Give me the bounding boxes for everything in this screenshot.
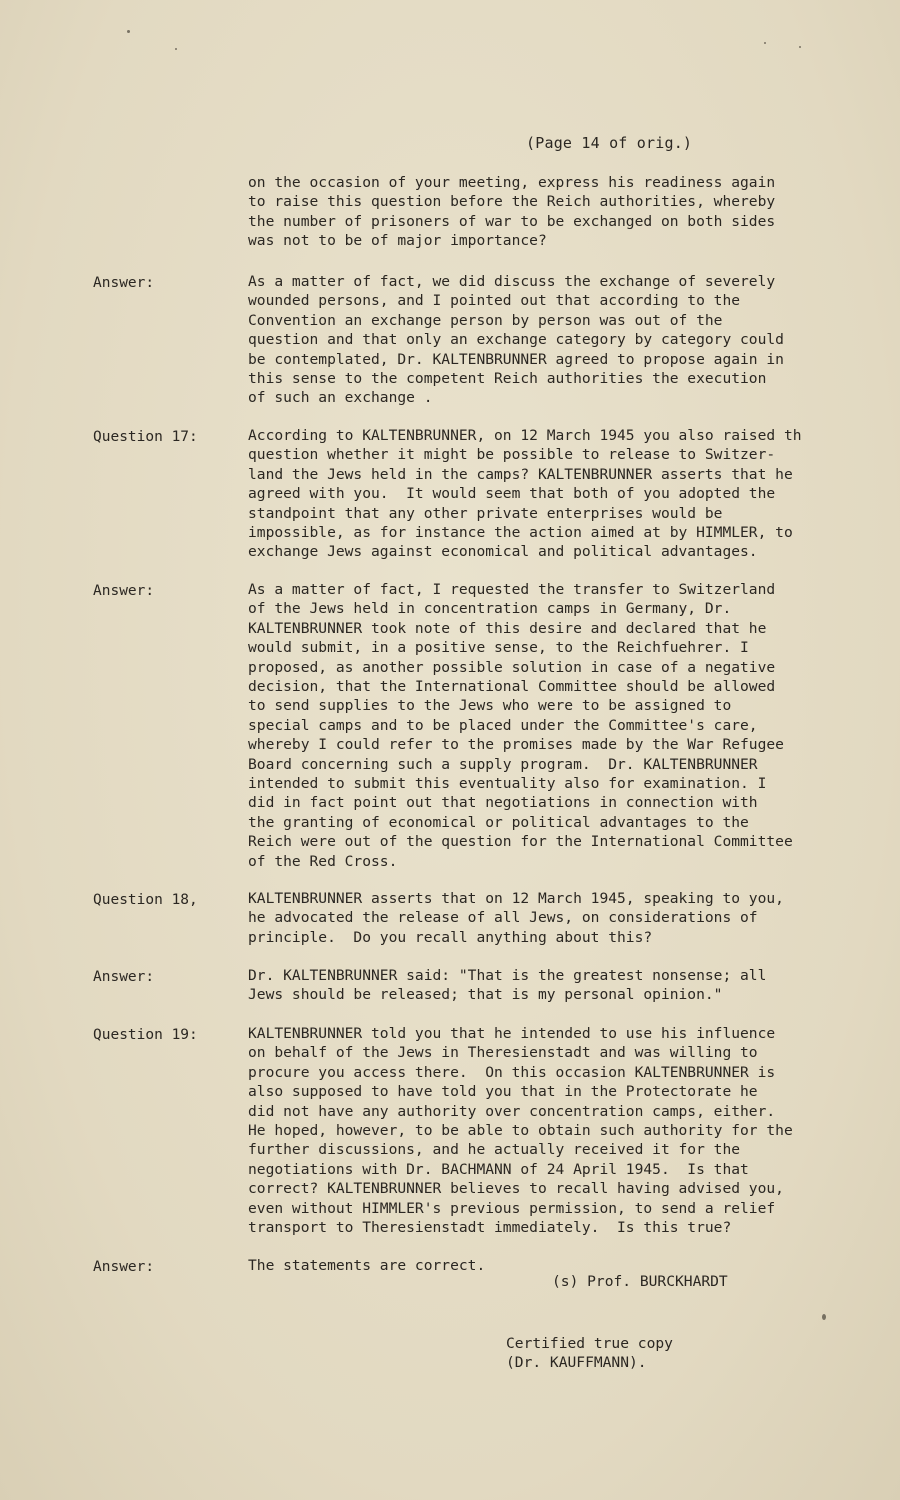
text-line: standpoint that any other private enterprises would be [248, 504, 723, 522]
text-line: KALTENBRUNNER took note of this desire and declared that he [248, 619, 767, 637]
signature: (s) Prof. BURCKHARDT [552, 1273, 728, 1290]
text-line: Convention an exchange person by person was out of the [248, 311, 723, 329]
text-line: principle. Do you recall anything about this? [248, 928, 653, 946]
paper-speck [764, 42, 766, 44]
text-line: procure you access there. On this occasion KALTENBRUNNER is [248, 1063, 776, 1081]
text-line: further discussions, and he actually received it for the [248, 1141, 741, 1159]
section-label: Question 17: [93, 429, 198, 445]
text-line: this sense to the competent Reich authorities the execution [248, 370, 767, 388]
text-line: He hoped, however, to be able to obtain such authority for the [248, 1122, 793, 1140]
text-line: Reich were out of the question for the International Committee [248, 833, 793, 851]
text-line: intended to submit this eventuality also for examination. I [248, 775, 767, 793]
text-line: land the Jews held in the camps? KALTENBRUNNER asserts that he [248, 465, 793, 483]
section-label: Question 19: [93, 1027, 198, 1043]
text-line: would submit, in a positive sense, to the Reichfuehrer. I [248, 639, 749, 657]
text-line: be contemplated, Dr. KALTENBRUNNER agreed to propose again in [248, 350, 784, 368]
text-line: decision, that the International Committee should be allowed [248, 678, 776, 696]
text-line: was not to be of major importance? [248, 232, 547, 250]
text-line: KALTENBRUNNER asserts that on 12 March 1945, speaking to you, [248, 890, 784, 907]
text-line: Jews should be released; that is my personal opinion." [248, 986, 723, 1004]
text-line: proposed, as another possible solution in case of a negative [248, 658, 776, 676]
text-line: Board concerning such a supply program. Dr. KALTENBRUNNER [248, 755, 758, 773]
text-line: wounded persons, and I pointed out that according to the [248, 292, 741, 310]
text-line: question and that only an exchange category by category could [248, 331, 784, 349]
section-text [248, 966, 858, 1005]
certifier-name: (Dr. KAUFFMANN). [506, 1354, 647, 1372]
text-line: of the Red Cross. [248, 852, 398, 870]
text-line: special camps and to be placed under the Committee's care, [248, 716, 758, 734]
text-line: to send supplies to the Jews who were to be assigned to [248, 697, 732, 715]
text-line: did not have any authority over concentration camps, either. [248, 1102, 776, 1120]
text-line: exchange Jews against economical and political advantages. [248, 543, 758, 561]
text-line: According to KALTENBRUNNER, on 12 March 1945 you also raised th [248, 427, 802, 444]
section-label: Answer: [93, 275, 155, 291]
section-text [248, 1024, 858, 1237]
section-text [248, 889, 858, 947]
section-label: Answer: [93, 969, 155, 985]
text-line: the granting of economical or political advantages to the [248, 813, 749, 831]
section-label: Answer: [93, 583, 155, 599]
section-text [248, 580, 858, 871]
section-label: Answer: [93, 1259, 155, 1275]
text-line: the number of prisoners of war to be exchanged on both sides [248, 212, 776, 230]
paper-speck [175, 48, 177, 50]
section-text [248, 272, 858, 408]
section-text [248, 173, 858, 251]
text-line: question whether it might be possible to release to Switzer- [248, 446, 776, 464]
text-line: The statements are correct. [248, 1257, 486, 1274]
page-reference: (Page 14 of orig.) [526, 134, 693, 152]
text-line: he advocated the release of all Jews, on considerations of [248, 909, 758, 927]
text-line: whereby I could refer to the promises made by the War Refugee [248, 736, 784, 754]
text-line: agreed with you. It would seem that both of you adopted the [248, 485, 776, 503]
paper-speck [127, 30, 130, 33]
text-line: of such an exchange . [248, 389, 433, 407]
certification-line: Certified true copy [506, 1335, 673, 1352]
text-line: on the occasion of your meeting, express his readiness again [248, 174, 776, 191]
text-line: impossible, as for instance the action aimed at by HIMMLER, to [248, 524, 793, 542]
paper-speck [799, 46, 801, 48]
text-line: As a matter of fact, I requested the transfer to Switzerland [248, 581, 776, 598]
text-line: did in fact point out that negotiations in connection with [248, 794, 758, 812]
text-line: on behalf of the Jews in Theresienstadt and was willing to [248, 1044, 758, 1062]
text-line: also supposed to have told you that in the Protectorate he [248, 1083, 758, 1101]
text-line: transport to Theresienstadt immediately. Is this true? [248, 1219, 732, 1237]
text-line: negotiations with Dr. BACHMANN of 24 April 1945. Is that [248, 1160, 749, 1178]
text-line: even without HIMMLER's previous permission, to send a relief [248, 1199, 776, 1217]
certification [506, 1334, 673, 1373]
text-line: As a matter of fact, we did discuss the exchange of severely [248, 273, 776, 290]
paper-speck [822, 1314, 826, 1320]
section-text [248, 426, 858, 562]
text-line: KALTENBRUNNER told you that he intended to use his influence [248, 1025, 776, 1042]
text-line: correct? KALTENBRUNNER believes to recall having advised you, [248, 1180, 784, 1198]
text-line: Dr. KALTENBRUNNER said: "That is the greatest nonsense; all [248, 967, 767, 984]
text-line: of the Jews held in concentration camps in Germany, Dr. [248, 600, 732, 618]
section-label: Question 18, [93, 892, 198, 908]
text-line: to raise this question before the Reich authorities, whereby [248, 193, 776, 211]
